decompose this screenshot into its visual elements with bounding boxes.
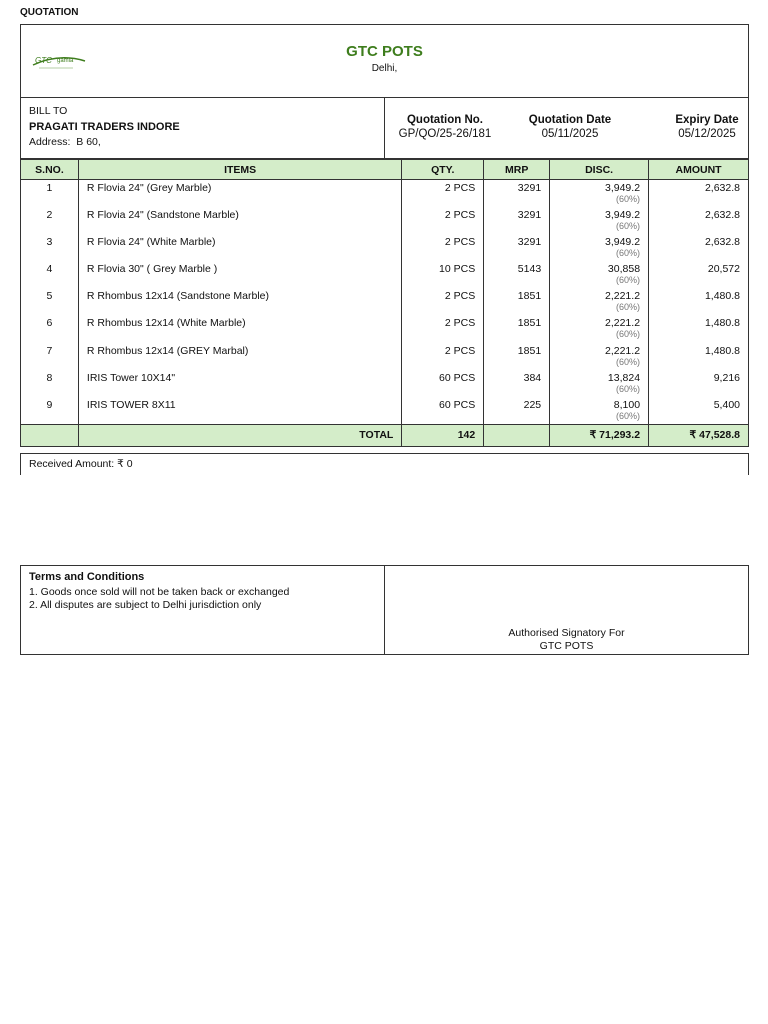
discount-percent: (60%) [616,194,641,204]
terms-line: 1. Goods once sold will not be taken back or exchanged [29,586,290,598]
cell-disc [550,315,649,342]
cell-qty-value: 60 PCS [439,399,476,411]
discount-percent: (60%) [616,411,641,421]
cell-item [78,397,401,424]
quotation-date [520,114,620,140]
cell-qty-value: 2 PCS [444,208,476,221]
cell-amount-value: 2,632.8 [704,235,740,248]
cell-disc [550,397,649,424]
cell-amount [649,234,749,261]
cell-disc-value: 30,858 [607,263,641,276]
cell-mrp-value: 3291 [517,235,542,248]
cell-disc-value: 2,221.2 [605,317,641,330]
terms-line: 2. All disputes are subject to Delhi jurisdiction only [29,599,262,611]
cell-mrp [484,343,550,370]
total-disc: ₹ 71,293.2 [550,424,649,446]
cell-amount-value: 5,400 [713,399,740,411]
cell-item-value: R Rhombus 12x14 (White Marble) [86,317,246,330]
cell-sno [21,370,79,397]
cell-mrp [484,370,550,397]
cell-disc-value: 3,949.2 [605,235,641,248]
cell-item-value: R Flovia 24" (White Marble) [86,235,216,248]
cell-qty [402,180,484,207]
cell-mrp [484,234,550,261]
cell-mrp-value: 3291 [517,208,542,221]
document-label: QUOTATION [20,7,79,18]
table-row [21,397,749,424]
cell-qty [402,261,484,288]
cell-qty [402,370,484,397]
cell-disc [550,370,649,397]
expiry-date [657,114,757,140]
cell-item-value: R Flovia 24" (Grey Marble) [86,182,212,194]
signatory-block [385,627,748,654]
cell-qty [402,315,484,342]
discount-percent: (60%) [616,383,641,394]
col-amount: AMOUNT [649,160,749,180]
cell-qty-value: 2 PCS [444,290,476,303]
quotation-no [395,114,495,140]
cell-qty-value: 2 PCS [444,344,476,357]
company-city: Delhi, [371,63,398,74]
total-label: TOTAL [78,424,401,446]
cell-item-value: IRIS TOWER 8X11 [86,399,176,411]
quotation-no-label: Quotation No. [406,114,483,126]
quotation-no-value: GP/QO/25-26/181 [398,128,492,140]
cell-qty-value: 60 PCS [439,371,476,384]
cell-mrp-value: 5143 [517,263,542,276]
cell-sno [21,315,79,342]
cell-mrp [484,261,550,288]
cell-sno [21,343,79,370]
expiry-date-value: 05/12/2025 [678,128,736,140]
svg-text:GTC: GTC [35,56,52,65]
table-header-row [21,160,749,180]
cell-qty [402,397,484,424]
discount-percent: (60%) [616,220,641,231]
cell-amount-value: 1,480.8 [704,290,740,303]
table-row [21,207,749,234]
cell-item [78,370,401,397]
cell-mrp [484,288,550,315]
discount-percent: (60%) [616,329,641,340]
table-row [21,261,749,288]
total-qty: 142 [402,424,484,446]
cell-qty [402,234,484,261]
cell-mrp [484,315,550,342]
terms-heading: Terms and Conditions [29,571,145,583]
cell-disc-value: 3,949.2 [605,208,641,221]
total-row [21,424,749,446]
quotation-date-label: Quotation Date [528,114,612,126]
svg-text:gamla: gamla [57,58,74,64]
cell-amount [649,370,749,397]
cell-item-value: R Flovia 30" ( Grey Marble ) [86,263,218,276]
cell-amount-value: 20,572 [707,263,740,276]
signatory-line1: Authorised Signatory For [508,627,625,639]
cell-qty [402,288,484,315]
cell-mrp-value: 1851 [517,317,542,330]
cell-sno-value: 5 [46,290,53,303]
cell-sno-value: 7 [46,344,53,357]
cell-sno [21,234,79,261]
discount-percent: (60%) [616,247,641,258]
cell-mrp-value: 225 [523,399,542,411]
table-row [21,315,749,342]
cell-sno-value: 6 [46,317,53,330]
cell-disc [550,343,649,370]
cell-qty-value: 2 PCS [444,317,476,330]
cell-mrp-value: 1851 [517,344,542,357]
cell-disc-value: 13,824 [607,371,641,384]
company-name: GTC POTS [346,43,423,60]
quotation-date-value: 05/11/2025 [541,128,599,140]
cell-item [78,343,401,370]
cell-disc [550,288,649,315]
items-table [20,159,749,447]
cell-item [78,261,401,288]
cell-qty-value: 2 PCS [444,235,476,248]
cell-mrp-value: 3291 [517,182,542,194]
bill-to-block [21,98,385,158]
cell-sno-value: 3 [46,235,53,248]
customer-name: PRAGATI TRADERS INDORE [29,121,180,133]
cell-item [78,234,401,261]
cell-disc [550,207,649,234]
cell-sno-value: 9 [46,399,53,411]
received-amount [20,453,749,475]
received-value: ₹ 0 [117,458,133,470]
cell-amount-value: 9,216 [713,371,740,384]
cell-disc [550,180,649,207]
discount-percent: (60%) [616,356,641,367]
footer-section [20,565,749,655]
cell-sno-value: 2 [46,208,53,221]
customer-address [29,136,376,148]
cell-qty [402,207,484,234]
table-row [21,180,749,207]
signatory-line2: GTC POTS [539,640,594,652]
discount-percent: (60%) [616,275,641,286]
company-header [20,24,749,98]
total-amount: ₹ 47,528.8 [649,424,749,446]
table-row [21,288,749,315]
cell-disc-value: 3,949.2 [605,182,641,194]
col-qty: QTY. [402,160,484,180]
cell-amount [649,261,749,288]
cell-mrp [484,207,550,234]
cell-amount [649,397,749,424]
cell-sno [21,397,79,424]
cell-amount [649,315,749,342]
cell-amount [649,180,749,207]
col-disc: DISC. [550,160,649,180]
received-label: Received Amount: [29,458,115,470]
cell-item-value: R Rhombus 12x14 (Sandstone Marble) [86,290,270,303]
cell-sno [21,261,79,288]
cell-item-value: R Flovia 24" (Sandstone Marble) [86,208,239,221]
col-mrp: MRP [484,160,550,180]
cell-disc-value: 8,100 [613,399,641,411]
cell-sno-value: 1 [46,182,53,194]
cell-sno [21,288,79,315]
col-items: ITEMS [78,160,401,180]
cell-disc-value: 2,221.2 [605,344,641,357]
cell-amount-value: 2,632.8 [704,182,740,194]
terms-block [21,566,385,654]
cell-qty-value: 10 PCS [439,263,476,276]
cell-amount-value: 2,632.8 [704,208,740,221]
cell-sno-value: 4 [46,263,53,276]
expiry-date-label: Expiry Date [675,114,739,126]
cell-disc-value: 2,221.2 [605,290,641,303]
cell-mrp-value: 384 [523,371,542,384]
bill-section [20,97,749,159]
cell-mrp [484,397,550,424]
cell-item [78,207,401,234]
cell-amount [649,207,749,234]
cell-amount [649,343,749,370]
cell-mrp [484,180,550,207]
cell-sno-value: 8 [46,371,53,384]
bill-to-label: BILL TO [29,105,68,117]
address-label: Address: [29,136,71,148]
discount-percent: (60%) [616,302,641,313]
cell-item-value: IRIS Tower 10X14" [86,371,176,384]
col-sno: S.NO. [21,160,79,180]
quotation-meta [385,98,748,158]
cell-item [78,288,401,315]
address-value: B 60, [76,136,101,148]
cell-sno [21,180,79,207]
cell-mrp-value: 1851 [517,290,542,303]
cell-qty-value: 2 PCS [444,182,476,194]
table-row [21,343,749,370]
cell-item-value: R Rhombus 12x14 (GREY Marbal) [86,344,249,357]
cell-item [78,180,401,207]
cell-qty [402,343,484,370]
cell-disc [550,261,649,288]
cell-amount-value: 1,480.8 [704,344,740,357]
cell-sno [21,207,79,234]
cell-disc [550,234,649,261]
cell-item [78,315,401,342]
cell-amount-value: 1,480.8 [704,317,740,330]
table-row [21,234,749,261]
cell-amount [649,288,749,315]
table-row [21,370,749,397]
